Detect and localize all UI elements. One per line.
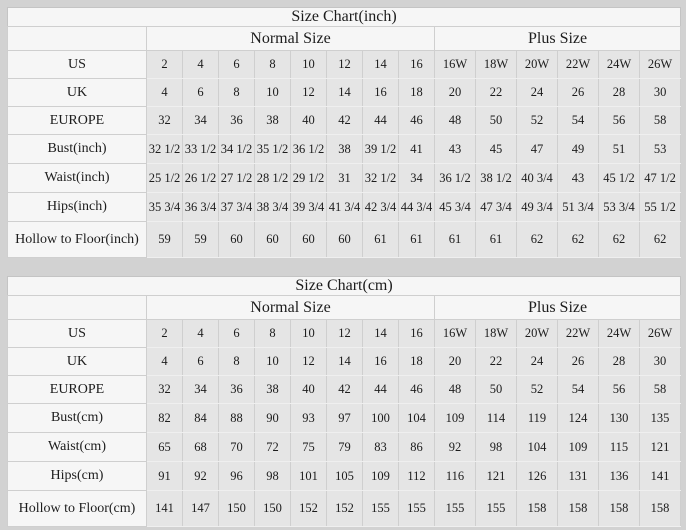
data-cell: 18W (476, 51, 517, 79)
data-cell: 48 (435, 107, 476, 135)
data-cell: 152 (327, 491, 363, 527)
table-title: Size Chart(inch) (8, 8, 681, 27)
data-cell: 60 (255, 222, 291, 258)
data-cell: 58 (640, 107, 681, 135)
row-label: Waist(inch) (8, 164, 147, 193)
data-cell: 55 1/2 (640, 193, 681, 222)
data-cell: 10 (291, 320, 327, 348)
data-cell: 41 3/4 (327, 193, 363, 222)
data-cell: 38 3/4 (255, 193, 291, 222)
data-cell: 16 (363, 348, 399, 376)
data-cell: 88 (219, 404, 255, 433)
data-cell: 158 (599, 491, 640, 527)
data-cell: 52 (517, 376, 558, 404)
data-cell: 8 (219, 348, 255, 376)
data-cell: 4 (183, 320, 219, 348)
data-cell: 18 (399, 79, 435, 107)
data-cell: 116 (435, 462, 476, 491)
row-label: Hollow to Floor(cm) (8, 491, 147, 527)
data-cell: 12 (291, 79, 327, 107)
data-cell: 53 3/4 (599, 193, 640, 222)
data-cell: 104 (399, 404, 435, 433)
data-cell: 33 1/2 (183, 135, 219, 164)
corner-cell (8, 27, 147, 51)
table-row (8, 107, 681, 135)
data-cell: 42 (327, 107, 363, 135)
data-cell: 44 (363, 107, 399, 135)
data-cell: 26 (558, 79, 599, 107)
table-row (8, 222, 681, 258)
data-cell: 141 (640, 462, 681, 491)
data-cell: 54 (558, 107, 599, 135)
row-label: EUROPE (8, 107, 147, 135)
data-cell: 61 (476, 222, 517, 258)
data-cell: 82 (147, 404, 183, 433)
data-cell: 36 1/2 (291, 135, 327, 164)
data-cell: 24W (599, 51, 640, 79)
data-cell: 62 (558, 222, 599, 258)
column-group-normal: Normal Size (147, 27, 435, 51)
data-cell: 101 (291, 462, 327, 491)
data-cell: 54 (558, 376, 599, 404)
data-cell: 36 3/4 (183, 193, 219, 222)
data-cell: 83 (363, 433, 399, 462)
data-cell: 109 (558, 433, 599, 462)
data-cell: 8 (255, 51, 291, 79)
row-label: UK (8, 348, 147, 376)
data-cell: 32 1/2 (363, 164, 399, 193)
data-cell: 28 (599, 79, 640, 107)
column-group-plus: Plus Size (435, 27, 681, 51)
data-cell: 100 (363, 404, 399, 433)
table-row (8, 348, 681, 376)
column-group-normal: Normal Size (147, 296, 435, 320)
data-cell: 42 3/4 (363, 193, 399, 222)
data-cell: 35 1/2 (255, 135, 291, 164)
data-cell: 14 (363, 51, 399, 79)
data-cell: 32 (147, 107, 183, 135)
data-cell: 105 (327, 462, 363, 491)
data-cell: 22W (558, 320, 599, 348)
data-cell: 4 (183, 51, 219, 79)
table-row (8, 51, 681, 79)
data-cell: 29 1/2 (291, 164, 327, 193)
data-cell: 119 (517, 404, 558, 433)
data-cell: 8 (219, 79, 255, 107)
data-cell: 158 (558, 491, 599, 527)
data-cell: 34 1/2 (219, 135, 255, 164)
row-label: Hips(inch) (8, 193, 147, 222)
data-cell: 131 (558, 462, 599, 491)
data-cell: 14 (327, 348, 363, 376)
data-cell: 40 (291, 376, 327, 404)
data-cell: 84 (183, 404, 219, 433)
data-cell: 39 3/4 (291, 193, 327, 222)
table-row (8, 135, 681, 164)
data-cell: 53 (640, 135, 681, 164)
data-cell: 96 (219, 462, 255, 491)
data-cell: 155 (399, 491, 435, 527)
data-cell: 20W (517, 51, 558, 79)
data-cell: 20W (517, 320, 558, 348)
data-cell: 43 (435, 135, 476, 164)
table-row (8, 79, 681, 107)
data-cell: 59 (147, 222, 183, 258)
data-cell: 62 (599, 222, 640, 258)
data-cell: 20 (435, 348, 476, 376)
data-cell: 60 (291, 222, 327, 258)
data-cell: 155 (363, 491, 399, 527)
data-cell: 24 (517, 348, 558, 376)
data-cell: 62 (640, 222, 681, 258)
corner-cell (8, 296, 147, 320)
data-cell: 51 3/4 (558, 193, 599, 222)
size-chart-cm-table (7, 276, 681, 527)
data-cell: 12 (291, 348, 327, 376)
data-cell: 45 (476, 135, 517, 164)
data-cell: 31 (327, 164, 363, 193)
data-cell: 109 (363, 462, 399, 491)
data-cell: 32 1/2 (147, 135, 183, 164)
size-chart-inch-table (7, 7, 681, 258)
data-cell: 37 3/4 (219, 193, 255, 222)
data-cell: 44 3/4 (399, 193, 435, 222)
table-row (8, 193, 681, 222)
data-cell: 26 1/2 (183, 164, 219, 193)
data-cell: 72 (255, 433, 291, 462)
data-cell: 16 (363, 79, 399, 107)
data-cell: 60 (219, 222, 255, 258)
data-cell: 124 (558, 404, 599, 433)
data-cell: 2 (147, 51, 183, 79)
data-cell: 4 (147, 79, 183, 107)
data-cell: 24 (517, 79, 558, 107)
table-row (8, 404, 681, 433)
data-cell: 36 (219, 107, 255, 135)
data-cell: 36 (219, 376, 255, 404)
data-cell: 12 (327, 320, 363, 348)
data-cell: 65 (147, 433, 183, 462)
data-cell: 104 (517, 433, 558, 462)
data-cell: 97 (327, 404, 363, 433)
data-cell: 6 (183, 79, 219, 107)
data-cell: 26 (558, 348, 599, 376)
data-cell: 43 (558, 164, 599, 193)
data-cell: 58 (640, 376, 681, 404)
row-label: Hollow to Floor(inch) (8, 222, 147, 258)
data-cell: 130 (599, 404, 640, 433)
row-label: US (8, 51, 147, 79)
column-group-row (8, 27, 681, 51)
data-cell: 109 (435, 404, 476, 433)
data-cell: 115 (599, 433, 640, 462)
data-cell: 22 (476, 348, 517, 376)
data-cell: 50 (476, 107, 517, 135)
column-group-plus: Plus Size (435, 296, 681, 320)
data-cell: 60 (327, 222, 363, 258)
data-cell: 150 (219, 491, 255, 527)
data-cell: 28 1/2 (255, 164, 291, 193)
data-cell: 56 (599, 107, 640, 135)
data-cell: 135 (640, 404, 681, 433)
data-cell: 28 (599, 348, 640, 376)
data-cell: 27 1/2 (219, 164, 255, 193)
data-cell: 62 (517, 222, 558, 258)
data-cell: 121 (640, 433, 681, 462)
data-cell: 121 (476, 462, 517, 491)
data-cell: 22 (476, 79, 517, 107)
data-cell: 61 (435, 222, 476, 258)
data-cell: 91 (147, 462, 183, 491)
data-cell: 48 (435, 376, 476, 404)
data-cell: 39 1/2 (363, 135, 399, 164)
data-cell: 10 (255, 79, 291, 107)
data-cell: 79 (327, 433, 363, 462)
data-cell: 44 (363, 376, 399, 404)
data-cell: 30 (640, 79, 681, 107)
data-cell: 92 (183, 462, 219, 491)
data-cell: 38 (255, 376, 291, 404)
data-cell: 6 (183, 348, 219, 376)
table-row (8, 376, 681, 404)
row-label: Bust(inch) (8, 135, 147, 164)
table-row (8, 320, 681, 348)
data-cell: 45 1/2 (599, 164, 640, 193)
data-cell: 16W (435, 51, 476, 79)
data-cell: 47 3/4 (476, 193, 517, 222)
row-label: Hips(cm) (8, 462, 147, 491)
data-cell: 38 1/2 (476, 164, 517, 193)
data-cell: 141 (147, 491, 183, 527)
table-row (8, 433, 681, 462)
row-label: EUROPE (8, 376, 147, 404)
row-label: Waist(cm) (8, 433, 147, 462)
data-cell: 90 (255, 404, 291, 433)
data-cell: 14 (363, 320, 399, 348)
data-cell: 147 (183, 491, 219, 527)
row-label: UK (8, 79, 147, 107)
data-cell: 70 (219, 433, 255, 462)
data-cell: 26W (640, 51, 681, 79)
data-cell: 61 (363, 222, 399, 258)
table-title-row (8, 8, 681, 27)
data-cell: 150 (255, 491, 291, 527)
data-cell: 18W (476, 320, 517, 348)
data-cell: 47 1/2 (640, 164, 681, 193)
row-label: Bust(cm) (8, 404, 147, 433)
data-cell: 34 (399, 164, 435, 193)
data-cell: 30 (640, 348, 681, 376)
data-cell: 61 (399, 222, 435, 258)
data-cell: 47 (517, 135, 558, 164)
data-cell: 40 (291, 107, 327, 135)
data-cell: 16W (435, 320, 476, 348)
data-cell: 98 (255, 462, 291, 491)
data-cell: 59 (183, 222, 219, 258)
data-cell: 10 (291, 51, 327, 79)
data-cell: 93 (291, 404, 327, 433)
data-cell: 126 (517, 462, 558, 491)
data-cell: 86 (399, 433, 435, 462)
data-cell: 38 (255, 107, 291, 135)
data-cell: 50 (476, 376, 517, 404)
data-cell: 46 (399, 107, 435, 135)
data-cell: 51 (599, 135, 640, 164)
data-cell: 98 (476, 433, 517, 462)
data-cell: 22W (558, 51, 599, 79)
data-cell: 155 (435, 491, 476, 527)
data-cell: 52 (517, 107, 558, 135)
table-row (8, 491, 681, 527)
data-cell: 10 (255, 348, 291, 376)
data-cell: 114 (476, 404, 517, 433)
data-cell: 42 (327, 376, 363, 404)
data-cell: 14 (327, 79, 363, 107)
table-title: Size Chart(cm) (8, 277, 681, 296)
data-cell: 16 (399, 320, 435, 348)
data-cell: 18 (399, 348, 435, 376)
data-cell: 2 (147, 320, 183, 348)
row-label: US (8, 320, 147, 348)
data-cell: 26W (640, 320, 681, 348)
data-cell: 35 3/4 (147, 193, 183, 222)
data-cell: 49 (558, 135, 599, 164)
table-title-row (8, 277, 681, 296)
data-cell: 155 (476, 491, 517, 527)
data-cell: 75 (291, 433, 327, 462)
data-cell: 46 (399, 376, 435, 404)
data-cell: 45 3/4 (435, 193, 476, 222)
data-cell: 4 (147, 348, 183, 376)
data-cell: 92 (435, 433, 476, 462)
data-cell: 34 (183, 107, 219, 135)
column-group-row (8, 296, 681, 320)
data-cell: 6 (219, 51, 255, 79)
data-cell: 158 (517, 491, 558, 527)
data-cell: 32 (147, 376, 183, 404)
data-cell: 136 (599, 462, 640, 491)
data-cell: 112 (399, 462, 435, 491)
data-cell: 36 1/2 (435, 164, 476, 193)
data-cell: 68 (183, 433, 219, 462)
data-cell: 20 (435, 79, 476, 107)
data-cell: 25 1/2 (147, 164, 183, 193)
data-cell: 38 (327, 135, 363, 164)
data-cell: 152 (291, 491, 327, 527)
data-cell: 56 (599, 376, 640, 404)
table-row (8, 164, 681, 193)
data-cell: 49 3/4 (517, 193, 558, 222)
table-row (8, 462, 681, 491)
data-cell: 12 (327, 51, 363, 79)
data-cell: 34 (183, 376, 219, 404)
data-cell: 158 (640, 491, 681, 527)
data-cell: 24W (599, 320, 640, 348)
data-cell: 41 (399, 135, 435, 164)
data-cell: 40 3/4 (517, 164, 558, 193)
data-cell: 6 (219, 320, 255, 348)
data-cell: 16 (399, 51, 435, 79)
data-cell: 8 (255, 320, 291, 348)
